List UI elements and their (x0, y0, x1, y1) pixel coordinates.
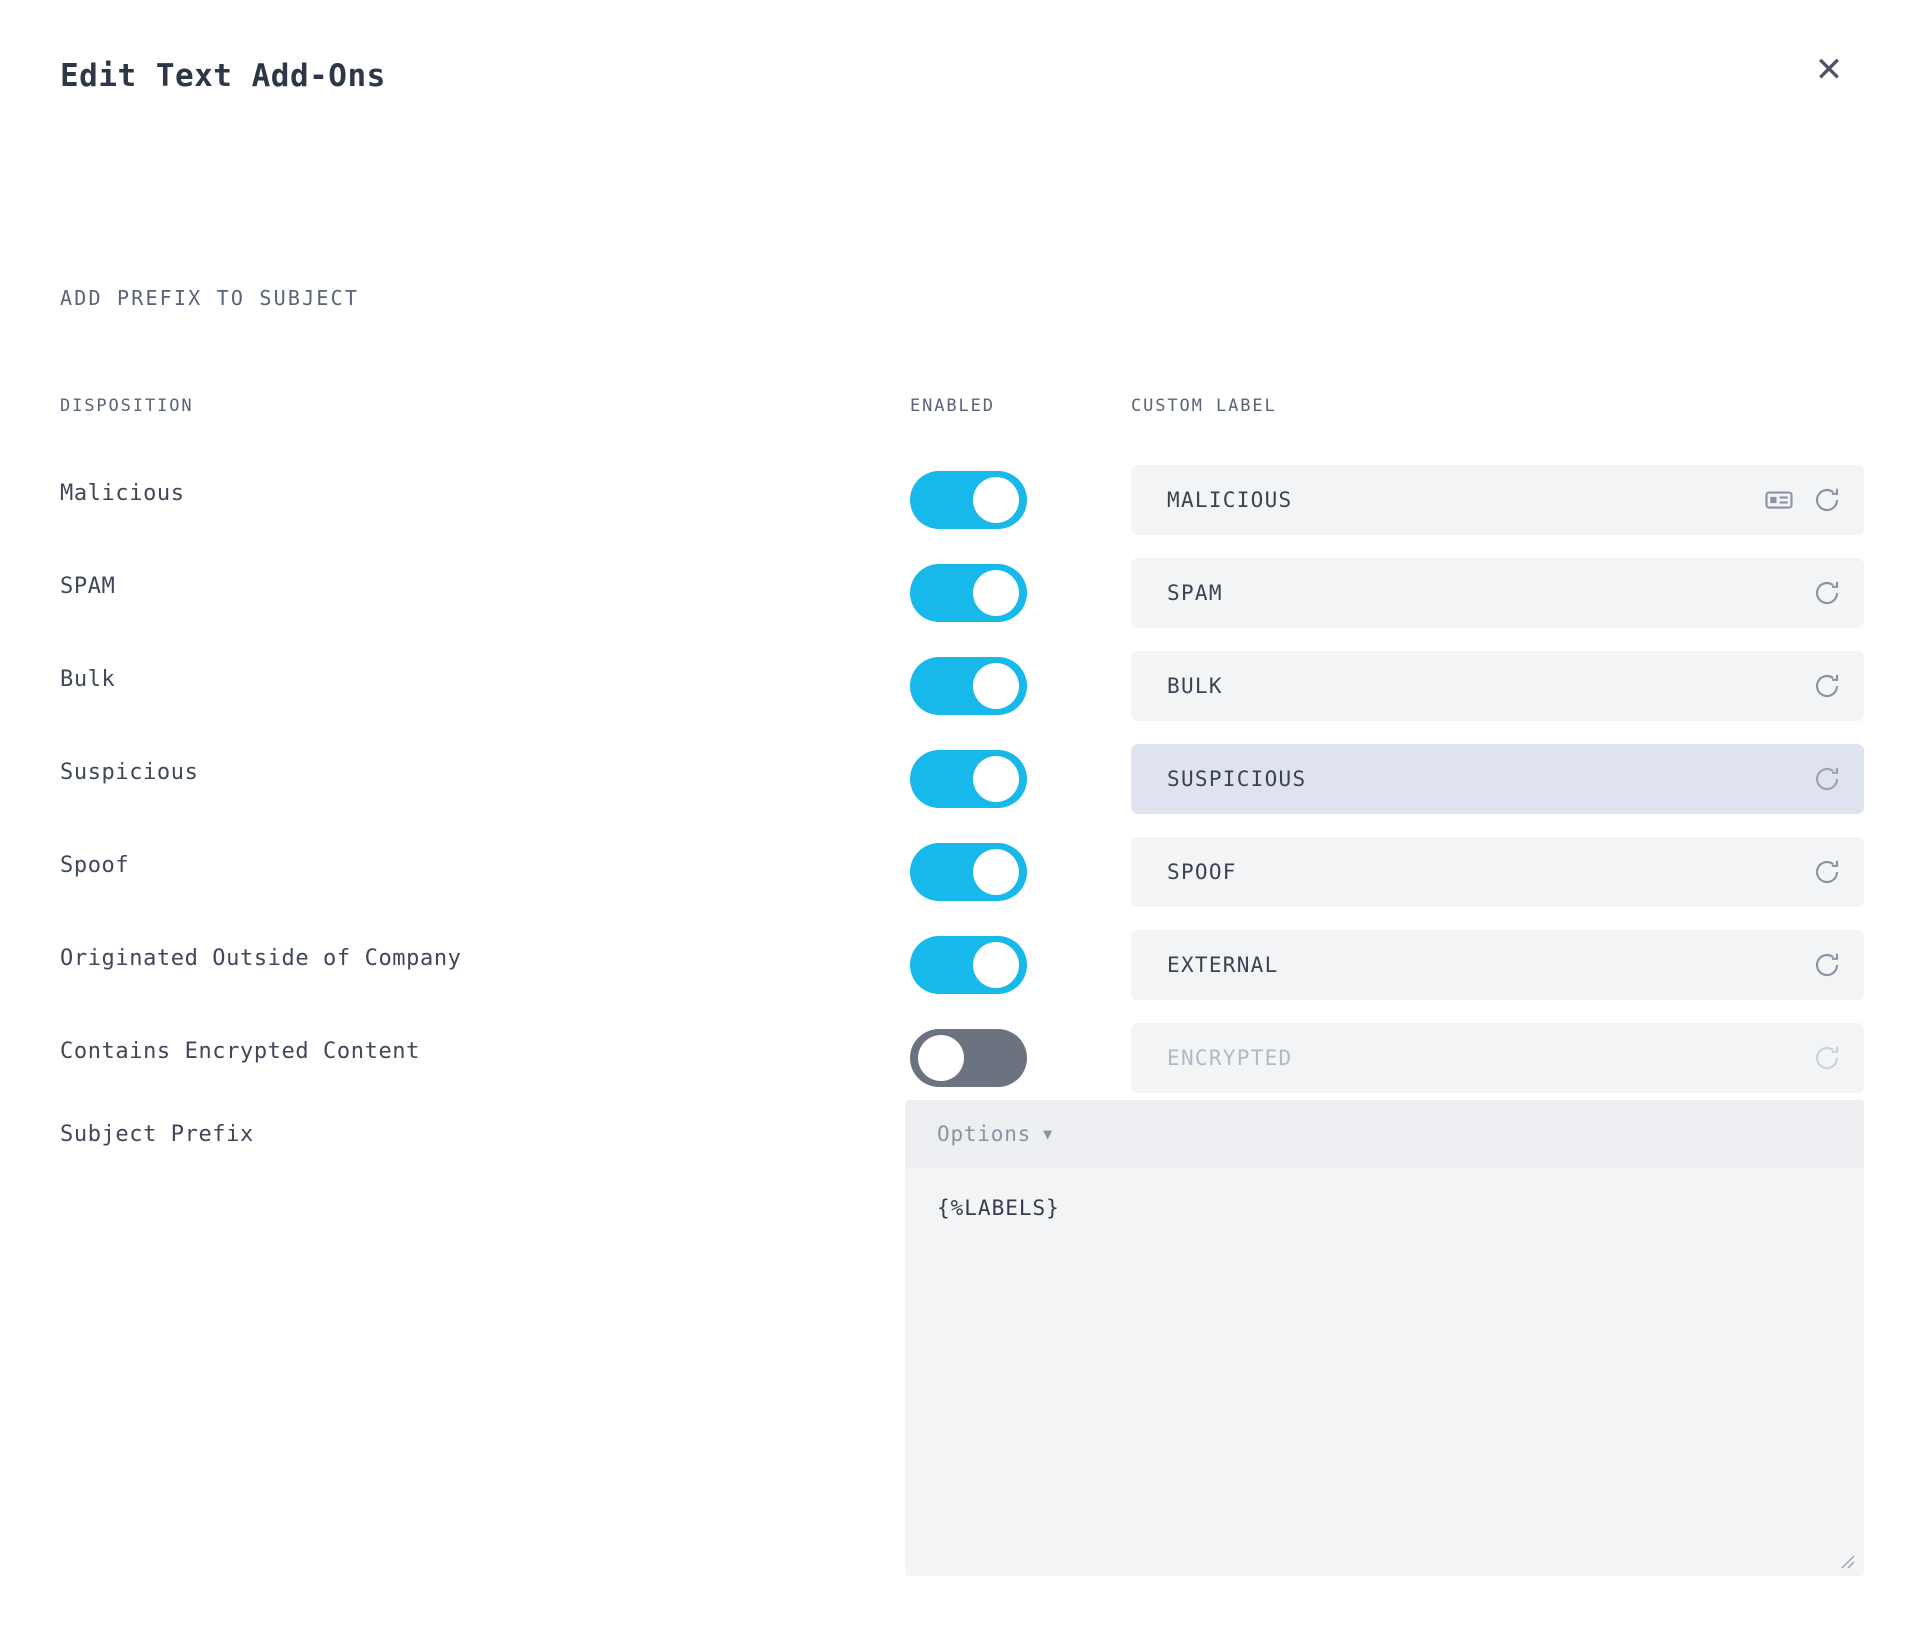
custom-label-value: SUSPICIOUS (1167, 767, 1307, 791)
toggle-knob (973, 849, 1019, 895)
options-dropdown[interactable] (905, 1100, 1864, 1168)
toggle-knob (918, 1035, 964, 1081)
section-label: ADD PREFIX TO SUBJECT (60, 286, 360, 310)
enabled-toggle[interactable] (910, 750, 1027, 808)
custom-label-input[interactable] (1131, 651, 1864, 721)
field-icons (1812, 671, 1842, 701)
subject-prefix-value: {%LABELS} (937, 1196, 1060, 1220)
resize-handle-icon[interactable] (1836, 1550, 1856, 1570)
row-label: Spoof (60, 853, 130, 878)
toggle-knob (973, 663, 1019, 709)
column-header-disposition: DISPOSITION (60, 396, 194, 416)
custom-label-value: EXTERNAL (1167, 953, 1279, 977)
toggle-knob (973, 570, 1019, 616)
subject-prefix-textarea[interactable] (905, 1168, 1864, 1576)
chevron-down-icon: ▼ (1043, 1125, 1053, 1143)
field-icons (1812, 857, 1842, 887)
enabled-toggle[interactable] (910, 657, 1027, 715)
disposition-rows (0, 455, 1908, 1106)
field-icons (1812, 950, 1842, 980)
field-icons (1812, 578, 1842, 608)
table-row (0, 734, 1908, 827)
custom-label-value: ENCRYPTED (1167, 1046, 1293, 1070)
reset-icon[interactable] (1812, 485, 1842, 515)
row-label: Bulk (60, 667, 116, 692)
toggle-knob (973, 942, 1019, 988)
enabled-toggle[interactable] (910, 843, 1027, 901)
reset-icon[interactable] (1812, 671, 1842, 701)
reset-icon[interactable] (1812, 578, 1842, 608)
custom-label-value: SPOOF (1167, 860, 1237, 884)
custom-label-input[interactable] (1131, 465, 1864, 535)
custom-label-value: SPAM (1167, 581, 1223, 605)
field-icons (1764, 485, 1842, 515)
custom-label-input[interactable] (1131, 1023, 1864, 1093)
page-title: Edit Text Add-Ons (60, 58, 386, 94)
dialog-header (0, 0, 1908, 94)
enabled-toggle[interactable] (910, 1029, 1027, 1087)
field-icons (1812, 1043, 1842, 1073)
custom-label-input[interactable] (1131, 837, 1864, 907)
table-row (0, 641, 1908, 734)
table-row (0, 455, 1908, 548)
insert-variable-icon[interactable] (1764, 485, 1794, 515)
table-row (0, 1013, 1908, 1106)
toggle-knob (973, 477, 1019, 523)
subject-prefix-block (60, 1100, 1864, 1576)
subject-prefix-label: Subject Prefix (60, 1122, 254, 1147)
custom-label-value: MALICIOUS (1167, 488, 1293, 512)
options-label: Options (937, 1122, 1032, 1146)
custom-label-input[interactable] (1131, 744, 1864, 814)
column-header-enabled: ENABLED (910, 396, 995, 416)
reset-icon[interactable] (1812, 1043, 1842, 1073)
reset-icon[interactable] (1812, 950, 1842, 980)
toggle-knob (973, 756, 1019, 802)
column-header-custom-label: CUSTOM LABEL (1131, 396, 1277, 416)
enabled-toggle[interactable] (910, 936, 1027, 994)
close-icon[interactable]: ✕ (1807, 48, 1851, 92)
reset-icon[interactable] (1812, 764, 1842, 794)
custom-label-input[interactable] (1131, 558, 1864, 628)
table-row (0, 548, 1908, 641)
enabled-toggle[interactable] (910, 471, 1027, 529)
row-label: Originated Outside of Company (60, 946, 462, 971)
enabled-toggle[interactable] (910, 564, 1027, 622)
row-label: Malicious (60, 481, 185, 506)
row-label: SPAM (60, 574, 116, 599)
row-label: Suspicious (60, 760, 199, 785)
table-row (0, 920, 1908, 1013)
table-row (0, 827, 1908, 920)
custom-label-value: BULK (1167, 674, 1223, 698)
reset-icon[interactable] (1812, 857, 1842, 887)
field-icons (1812, 764, 1842, 794)
row-label: Contains Encrypted Content (60, 1039, 420, 1064)
custom-label-input[interactable] (1131, 930, 1864, 1000)
